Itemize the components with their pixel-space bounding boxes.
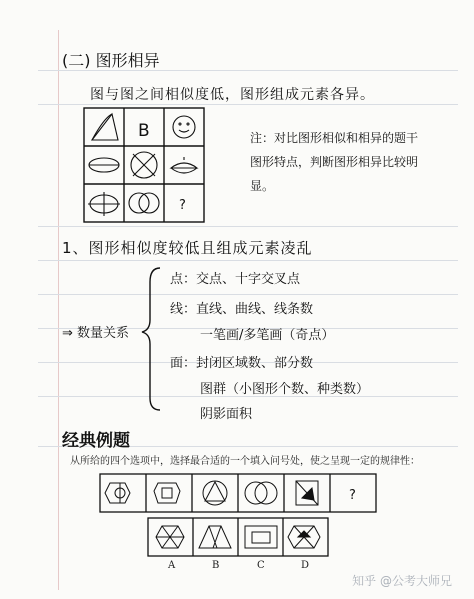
grid-letter-b: B [138,121,150,141]
option-d-figure [288,526,320,548]
tree-face: 面：封闭区域数、部分数 [170,356,314,371]
option-c-figure [245,526,277,548]
question-instruction: 从所给的四个选项中，选择最合适的一个填入问号处，使之呈现一定的规律性： [70,456,420,467]
note-line-3: 显。 [250,179,275,193]
option-c-label: C [257,560,265,571]
question-figure-4 [245,482,277,504]
note-line-2: 图形特点，判断图形相异比较明 [250,155,419,169]
option-d-label: D [301,560,310,571]
tree-group: 图群（小图形个数、种类数） [200,382,370,397]
tree-line: 线：直线、曲线、线条数 [170,302,314,317]
watermark: 知乎 @公考大师兄 [352,574,452,588]
quantity-relation-label: ⇒ 数量关系 [62,326,130,341]
question-figure-3 [203,481,227,505]
classic-examples-title: 经典例题 [62,431,130,451]
option-a-label: A [168,560,176,571]
question-mark: ? [349,488,356,503]
heading-similarity-low: 1、图形相似度较低且组成元素凌乱 [62,239,313,257]
tree-shadow: 阴影面积 [200,407,253,422]
option-b-label: B [212,560,220,571]
tree-point: 点：交点、十字交叉点 [170,272,301,287]
grid-question-mark: ? [179,198,186,213]
question-figure-2 [154,483,180,503]
option-b-figure [199,526,231,548]
note-line-1: 注：对比图形相似和相异的题干 [250,131,419,145]
section-subtitle: 图与图之间相似度低，图形组成元素各异。 [90,87,375,103]
section-title: (二) 图形相异 [62,51,160,70]
question-figure-1 [105,483,130,503]
option-a-figure [156,526,184,548]
tree-stroke: 一笔画/多笔画（奇点） [200,328,335,343]
question-figure-5 [296,481,318,505]
